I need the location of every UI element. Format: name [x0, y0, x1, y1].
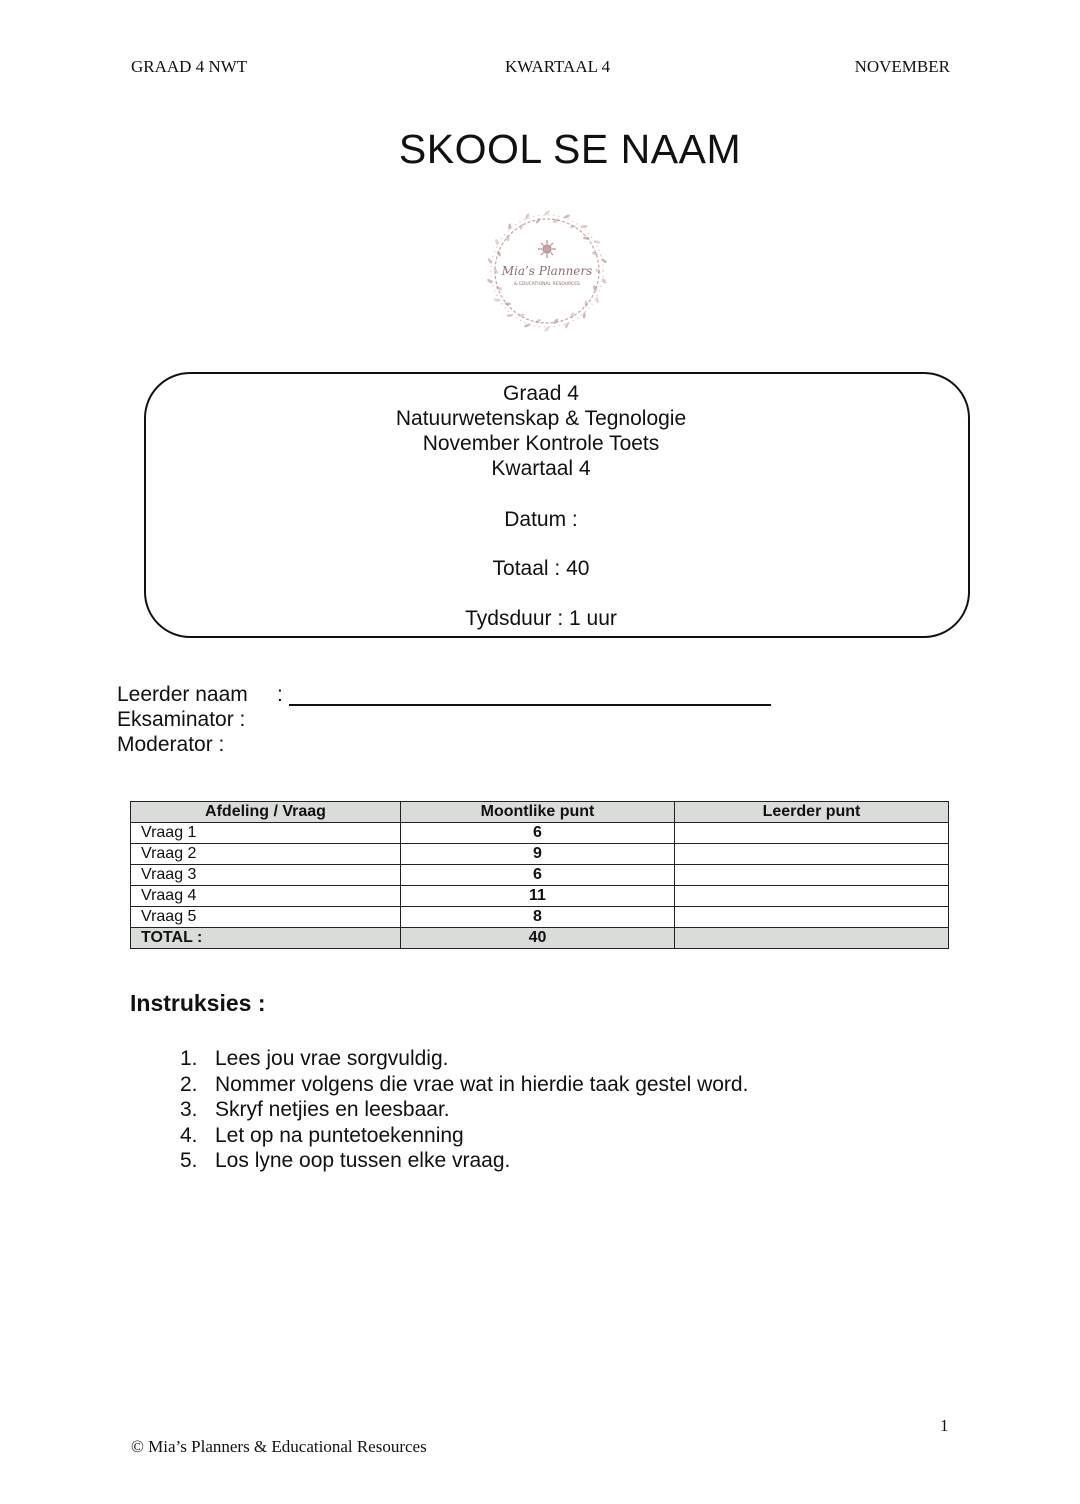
wreath-leaf: [496, 250, 501, 257]
total-learner-score[interactable]: [675, 928, 949, 949]
learner-name-label: Leerder naam: [117, 683, 248, 706]
row-section: Vraag 3: [131, 865, 401, 886]
row-possible: 11: [401, 886, 675, 907]
row-section: Vraag 1: [131, 823, 401, 844]
school-name-title: SKOOL SE NAAM: [398, 126, 742, 172]
wreath-leaf: [581, 225, 588, 228]
row-section: Vraag 2: [131, 844, 401, 865]
list-item-text: Lees jou vrae sorgvuldig.: [215, 1047, 449, 1070]
svg-text:& EDUCATIONAL RESOURCES: & EDUCATIONAL RESOURCES: [514, 282, 580, 287]
row-learner-score[interactable]: [675, 844, 949, 865]
list-item: [180, 1046, 748, 1072]
list-item: [180, 1097, 748, 1123]
row-section: Vraag 5: [131, 907, 401, 928]
wreath-leaf: [584, 300, 587, 307]
total-label: TOTAL :: [131, 928, 401, 949]
info-total: Totaal : 40: [492, 557, 590, 580]
wreath-leaf: [508, 223, 511, 230]
instructions-list: [180, 1046, 748, 1174]
test-info-box: [144, 372, 970, 638]
info-grade: Graad 4: [503, 382, 579, 405]
wreath-leaf: [553, 318, 559, 325]
wreath-leaf: [505, 302, 512, 305]
header-month: NOVEMBER: [854, 57, 950, 76]
wreath-leaf: [535, 318, 542, 324]
row-learner-score[interactable]: [675, 907, 949, 928]
list-item-number: 2.: [180, 1072, 198, 1096]
table-row: [131, 907, 949, 928]
wreath-logo-icon: [479, 203, 615, 339]
svg-text:Mia’s Planners: Mia’s Planners: [501, 264, 593, 278]
wreath-leaf: [496, 286, 503, 291]
list-item-text: Skryf netjies en leesbaar.: [215, 1098, 450, 1121]
page-number: 1: [940, 1416, 949, 1435]
list-item-text: Los lyne oop tussen elke vraag.: [215, 1149, 511, 1172]
row-possible: 9: [401, 844, 675, 865]
wreath-leaf: [535, 217, 541, 224]
table-row: [131, 886, 949, 907]
table-row: [131, 865, 949, 886]
list-item-number: 5.: [180, 1149, 198, 1172]
moderator-label: Moderator :: [117, 733, 225, 756]
wreath-leaf: [594, 240, 601, 244]
row-possible: 6: [401, 823, 675, 844]
wreath-leaf: [493, 268, 500, 275]
row-section: Vraag 4: [131, 886, 401, 907]
list-item-text: Nommer volgens die vrae wat in hierdie taak gestel word.: [215, 1072, 749, 1096]
examiner-label: Eksaminator :: [117, 708, 246, 731]
list-item-number: 4.: [180, 1123, 198, 1147]
learner-name-line[interactable]: [289, 704, 771, 706]
total-possible: 40: [401, 928, 675, 949]
wreath-leaf: [601, 258, 608, 264]
wreath-leaf: [525, 213, 530, 220]
row-possible: 8: [401, 907, 675, 928]
info-subject: Natuurwetenskap & Tegnologie: [395, 407, 687, 430]
row-learner-score[interactable]: [675, 823, 949, 844]
list-item: [180, 1148, 748, 1174]
instructions-heading: Instruksies :: [130, 990, 266, 1016]
row-learner-score[interactable]: [675, 886, 949, 907]
wreath-leaf: [493, 298, 500, 302]
header-grade-subject: GRAAD 4 NWT: [131, 57, 248, 76]
row-possible: 6: [401, 865, 675, 886]
mias-planners-logo: [479, 203, 615, 339]
column-header: Afdeling / Vraag: [131, 802, 401, 823]
learner-name-colon: :: [277, 683, 283, 706]
total-row: [131, 928, 949, 949]
wreath-leaf: [495, 239, 499, 246]
table-row: [131, 823, 949, 844]
column-header: Moontlike punt: [401, 802, 675, 823]
info-term: Kwartaal 4: [491, 457, 591, 480]
info-duration: Tydsduur : 1 uur: [465, 607, 617, 630]
table-header-row: [131, 802, 949, 823]
marks-table: [130, 801, 949, 949]
list-item: [180, 1072, 748, 1098]
page-header: [131, 57, 950, 79]
row-learner-score[interactable]: [675, 865, 949, 886]
table-row: [131, 844, 949, 865]
header-term: KWARTAAL 4: [505, 57, 611, 76]
wreath-leaf: [563, 214, 570, 219]
list-item: [180, 1123, 748, 1149]
list-item-text: Let op na puntetoekenning: [215, 1123, 464, 1147]
copyright-notice: © Mia’s Planners & Educational Resources: [131, 1437, 427, 1456]
wreath-leaf: [583, 312, 586, 319]
column-header: Leerder punt: [675, 802, 949, 823]
list-item-number: 3.: [180, 1098, 198, 1121]
info-test-name: November Kontrole Toets: [422, 432, 660, 455]
wreath-leaf: [595, 268, 602, 275]
list-item-number: 1.: [180, 1047, 198, 1070]
info-date: Datum :: [504, 508, 578, 531]
wreath-leaf: [595, 297, 599, 304]
